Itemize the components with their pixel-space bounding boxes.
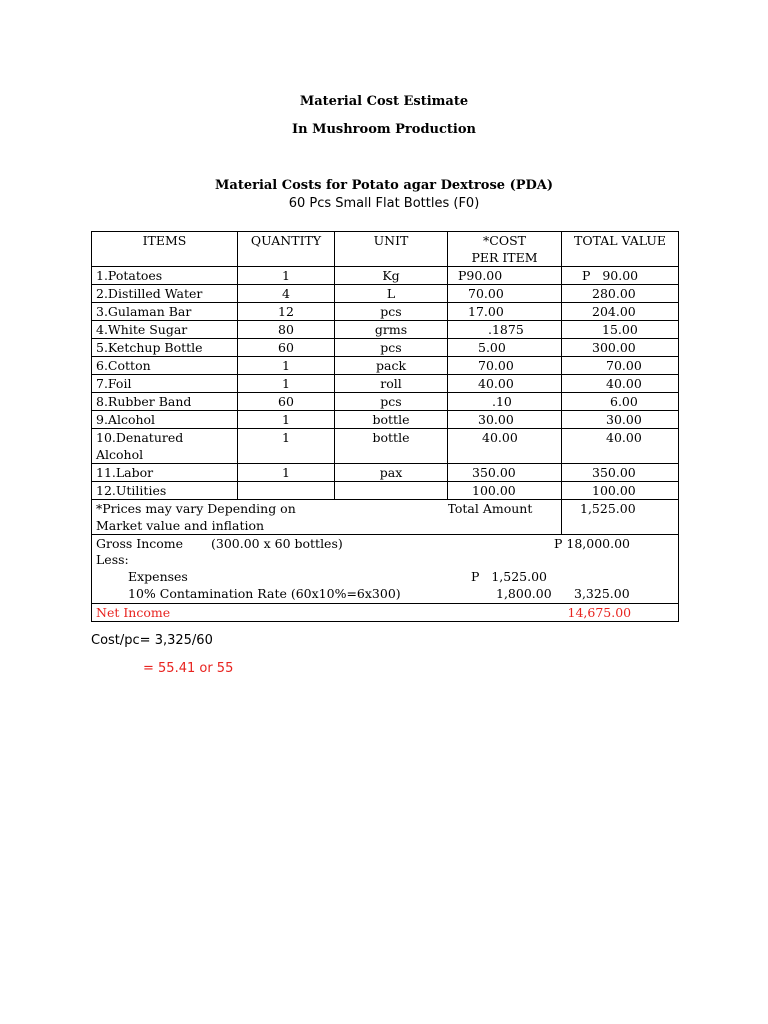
table-header-row	[92, 232, 679, 267]
unit-cell: pack	[335, 357, 448, 375]
total-amount-label: Total Amount	[448, 500, 562, 535]
total-cell: 350.00	[562, 464, 679, 482]
contamination-value: 1,800.00	[496, 586, 552, 601]
unit-cell: pcs	[335, 339, 448, 357]
cost-cell: 17.00	[448, 303, 562, 321]
cost-cell: P90.00	[448, 267, 562, 285]
section-title: Material Costs for Potato agar Dextrose (PDA)	[215, 178, 553, 193]
qty-cell: 4	[238, 285, 335, 303]
cost-cell: .10	[448, 393, 562, 411]
qty-cell: 1	[238, 464, 335, 482]
qty-cell: 1	[238, 267, 335, 285]
qty-cell: 1	[238, 375, 335, 393]
gross-income-value: P 18,000.00	[554, 536, 631, 551]
qty-cell: 60	[238, 339, 335, 357]
unit-cell: pcs	[335, 393, 448, 411]
unit-cell	[335, 482, 448, 500]
unit-cell: bottle	[335, 429, 448, 464]
total-cell: 40.00	[562, 375, 679, 393]
qty-cell: 80	[238, 321, 335, 339]
unit-cell: bottle	[335, 411, 448, 429]
item-cell: 10.Denatured Alcohol	[92, 429, 238, 464]
header-cost-line2: PER ITEM	[471, 250, 538, 265]
net-income-label: Net Income	[92, 604, 448, 622]
total-cell: 204.00	[562, 303, 679, 321]
total-cell: 6.00	[562, 393, 679, 411]
qty-cell: 1	[238, 411, 335, 429]
unit-cell: pax	[335, 464, 448, 482]
cost-cell: 40.00	[448, 429, 562, 464]
total-cell: 30.00	[562, 411, 679, 429]
table-row	[92, 482, 679, 500]
table-row	[92, 375, 679, 393]
cost-cell: 100.00	[448, 482, 562, 500]
item-cell: 9.Alcohol	[92, 411, 238, 429]
price-note-line2: Market value and inflation	[96, 518, 265, 533]
table-row	[92, 429, 679, 464]
item-cell: 4.White Sugar	[92, 321, 238, 339]
cost-cell: 70.00	[448, 357, 562, 375]
table-row	[92, 357, 679, 375]
price-note-line1: *Prices may vary Depending on	[96, 501, 296, 516]
cost-per-pc: Cost/pc= 3,325/60	[91, 633, 213, 648]
section-subtitle: 60 Pcs Small Flat Bottles (F0)	[288, 196, 480, 211]
total-cell: P 90.00	[562, 267, 679, 285]
item-cell: 2.Distilled Water	[92, 285, 238, 303]
table-row	[92, 411, 679, 429]
page-subtitle: In Mushroom Production	[292, 122, 476, 137]
unit-cell: L	[335, 285, 448, 303]
total-cell: 300.00	[562, 339, 679, 357]
table-row	[92, 464, 679, 482]
net-income-row	[92, 604, 679, 622]
item-cell: 6.Cotton	[92, 357, 238, 375]
expenses-value: P 1,525.00	[471, 569, 547, 584]
net-income-value: 14,675.00	[562, 604, 679, 622]
cost-cell: 350.00	[448, 464, 562, 482]
cost-table	[91, 231, 679, 622]
total-cell: 40.00	[562, 429, 679, 464]
cost-per-pc-result: = 55.41 or 55	[143, 661, 234, 676]
table-row	[92, 321, 679, 339]
unit-cell: Kg	[335, 267, 448, 285]
contamination-label: 10% Contamination Rate (60x10%=6x300)	[128, 586, 401, 601]
unit-cell: pcs	[335, 303, 448, 321]
deductions-total: 3,325.00	[574, 586, 630, 601]
qty-cell: 60	[238, 393, 335, 411]
item-cell: 12.Utilities	[92, 482, 238, 500]
cost-cell: .1875	[448, 321, 562, 339]
header-items: ITEMS	[92, 232, 238, 267]
cost-cell: 40.00	[448, 375, 562, 393]
total-cell: 280.00	[562, 285, 679, 303]
qty-cell: 1	[238, 429, 335, 464]
expenses-label: Expenses	[128, 569, 188, 584]
table-row	[92, 267, 679, 285]
unit-cell: roll	[335, 375, 448, 393]
header-total-value: TOTAL VALUE	[562, 232, 679, 267]
income-row	[92, 535, 679, 604]
table-row	[92, 339, 679, 357]
item-cell: 11.Labor	[92, 464, 238, 482]
total-cell: 100.00	[562, 482, 679, 500]
price-note	[92, 500, 448, 535]
qty-cell	[238, 482, 335, 500]
qty-cell: 12	[238, 303, 335, 321]
table-row	[92, 285, 679, 303]
item-cell: 1.Potatoes	[92, 267, 238, 285]
item-cell: 3.Gulaman Bar	[92, 303, 238, 321]
income-section	[92, 535, 679, 604]
item-cell: 5.Ketchup Bottle	[92, 339, 238, 357]
item-cell: 7.Foil	[92, 375, 238, 393]
cost-cell: 5.00	[448, 339, 562, 357]
total-amount-value: 1,525.00	[562, 500, 679, 535]
gross-income-label: Gross Income	[96, 536, 184, 551]
table-row	[92, 393, 679, 411]
header-quantity: QUANTITY	[238, 232, 335, 267]
header-cost-per-item	[448, 232, 562, 267]
table-row	[92, 303, 679, 321]
cost-cell: 30.00	[448, 411, 562, 429]
net-income-spacer	[448, 604, 562, 622]
cost-cell: 70.00	[448, 285, 562, 303]
less-label: Less:	[96, 552, 129, 567]
gross-income-calc: (300.00 x 60 bottles)	[211, 536, 343, 551]
header-cost-line1: *COST	[483, 233, 526, 248]
header-unit: UNIT	[335, 232, 448, 267]
total-amount-row	[92, 500, 679, 535]
qty-cell: 1	[238, 357, 335, 375]
page-title: Material Cost Estimate	[299, 94, 469, 109]
unit-cell: grms	[335, 321, 448, 339]
total-cell: 70.00	[562, 357, 679, 375]
total-cell: 15.00	[562, 321, 679, 339]
item-cell: 8.Rubber Band	[92, 393, 238, 411]
